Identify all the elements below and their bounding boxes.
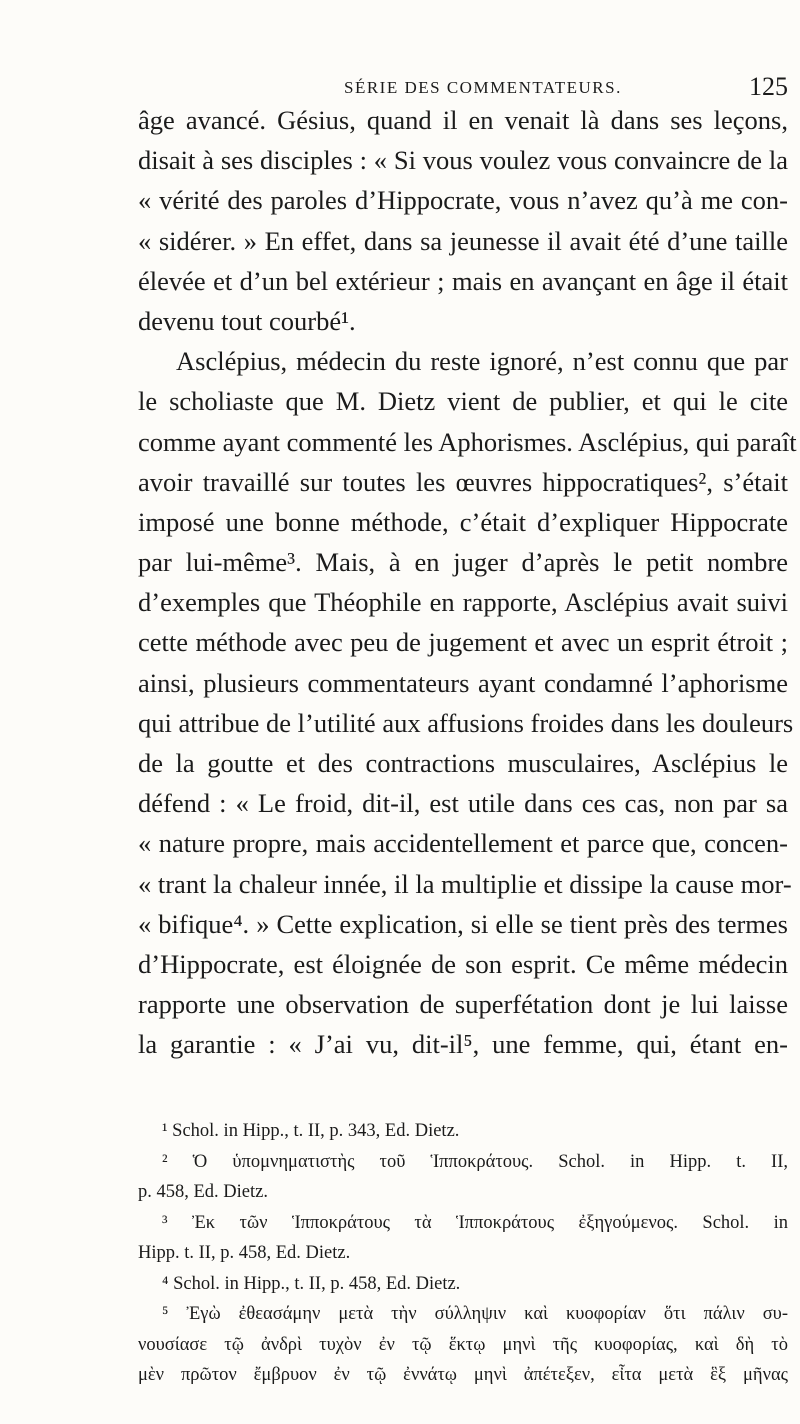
page-number: 125 <box>749 72 788 101</box>
text-line: de la goutte et des contractions musculaires, Asclépius le <box>138 748 788 778</box>
text-line: imposé une bonne méthode, c’était d’expliquer Hippocrate <box>138 506 788 537</box>
text-line: rapporte une observation de superfétation dont je lui laisse <box>138 989 788 1020</box>
text-line: d’exemples que Théophile en rapporte, Asclépius avait suivi <box>138 587 788 618</box>
text-line: disait à ses disciples : « Si vous voulez vous convaincre de la <box>138 145 788 176</box>
text-line: « vérité des paroles d’Hippocrate, vous n’avez qu’à me con- <box>138 185 788 216</box>
footnote: ⁴ Schol. in Hipp., t. II, p. 458, Ed. Dietz. <box>162 1273 461 1294</box>
footnote: ¹ Schol. in Hipp., t. II, p. 343, Ed. Dietz. <box>162 1121 460 1141</box>
text-line: qui attribue de l’utilité aux affusions froides dans les douleurs <box>138 707 794 738</box>
text-line: comme ayant commenté les Aphorismes. Asclépius, qui paraît <box>138 426 797 457</box>
text-line: par lui-même³. Mais, à en juger d’après le petit nombre <box>138 547 788 578</box>
text-line: élevée et d’un bel extérieur ; mais en avançant en âge il était <box>138 265 788 296</box>
footnote-continuation: Hipp. t. II, p. 458, Ed. Dietz. <box>138 1243 351 1263</box>
text-line: « bifique⁴. » Cette explication, si elle se tient près des termes <box>138 908 788 939</box>
footnote: ⁵ Ἐγὼ ἐθεασάμην μετὰ τὴν σύλληψιν καὶ κυοφορίαν ὅτι πάλιν συ- <box>162 1304 788 1324</box>
main-text <box>138 100 797 1065</box>
text-line: le scholiaste que M. Dietz vient de publier, et qui le cite <box>138 386 788 417</box>
text-line: devenu tout courbé¹. <box>138 305 356 336</box>
footnote: ³ Ἐκ τῶν Ἱπποκράτους τὰ Ἱπποκράτους ἐξηγούμενος. Schol. in <box>162 1212 788 1233</box>
footnote-continuation: p. 458, Ed. Dietz. <box>138 1182 268 1202</box>
text-line: Asclépius, médecin du reste ignoré, n’est connu que par <box>176 346 788 377</box>
text-line: d’Hippocrate, est éloignée de son esprit. Ce même médecin <box>138 948 788 979</box>
footnote-continuation: νουσίασε τῷ ἀνδρὶ τυχὸν ἐν τῷ ἕκτῳ μηνὶ τῆς κυοφορίας, καὶ δὴ τὸ <box>138 1334 788 1355</box>
text-line: défend : « Le froid, dit-il, est utile dans ces cas, non par sa <box>138 788 788 819</box>
footnote: ² Ὁ ὑπομνηματιστὴς τοῦ Ἱπποκράτους. Schol. in Hipp. t. II, <box>162 1151 788 1172</box>
text-line: « trant la chaleur innée, il la multiplie et dissipe la cause mor- <box>138 868 792 899</box>
text-line: âge avancé. Gésius, quand il en venait là dans ses leçons, <box>138 105 788 135</box>
text-line: avoir travaillé sur toutes les œuvres hippocratiques², s’était <box>138 466 788 497</box>
text-line: cette méthode avec peu de jugement et avec un esprit étroit ; <box>138 627 788 658</box>
text-line: ainsi, plusieurs commentateurs ayant condamné l’aphorisme <box>138 667 788 698</box>
footnotes <box>138 1116 788 1391</box>
text-line: « nature propre, mais accidentellement et parce que, concen- <box>138 828 788 859</box>
text-line: la garantie : « J’ai vu, dit-il⁵, une femme, qui, étant en- <box>138 1029 788 1060</box>
running-title: SÉRIE DES COMMENTATEURS. <box>344 78 622 97</box>
text-line: « sidérer. » En effet, dans sa jeunesse il avait été d’une taille <box>138 225 788 256</box>
footnote-continuation: μὲν πρῶτον ἔμβρυον ἐν τῷ ἐννάτῳ μηνὶ ἀπέτεξεν, εἶτα μετὰ ἓξ μῆνας <box>138 1365 788 1385</box>
